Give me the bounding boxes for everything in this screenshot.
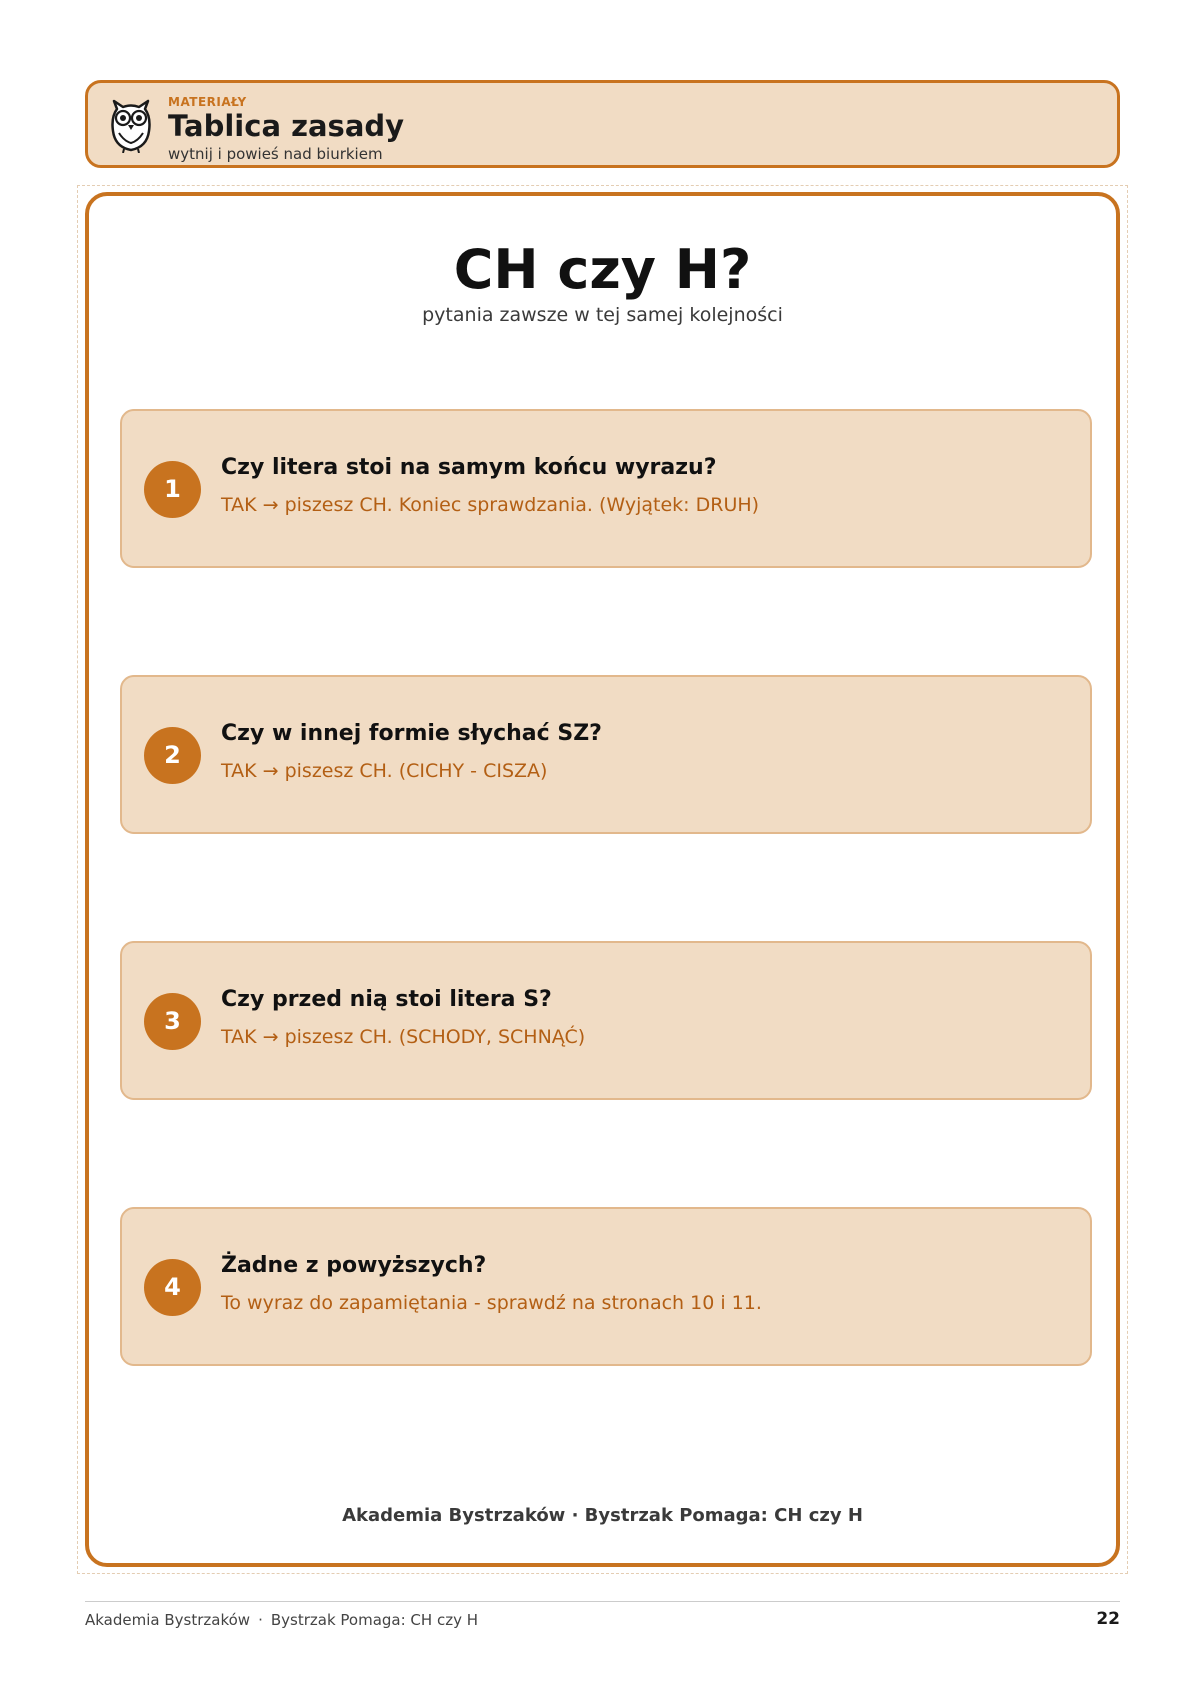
- rule-number-badge: 1: [144, 461, 201, 518]
- rule-card: [85, 192, 1120, 1567]
- footer-separator: ·: [258, 1611, 263, 1629]
- rule-question: Żadne z powyższych?: [221, 1253, 487, 1278]
- rule-answer: TAK → piszesz CH. (CICHY - CISZA): [221, 760, 548, 782]
- rule-question: Czy przed nią stoi litera S?: [221, 987, 552, 1012]
- rule-item-4: [120, 1207, 1092, 1366]
- rule-number-badge: 2: [144, 727, 201, 784]
- card-footer: Akademia Bystrzaków · Bystrzak Pomaga: CH czy H: [342, 1505, 863, 1526]
- publisher-name: Akademia Bystrzaków: [85, 1611, 251, 1629]
- rule-answer: TAK → piszesz CH. Koniec sprawdzania. (Wyjątek: DRUH): [221, 494, 760, 516]
- rule-item-3: [120, 941, 1092, 1100]
- rule-question: Czy w innej formie słychać SZ?: [221, 721, 602, 746]
- rule-number-badge: 3: [144, 993, 201, 1050]
- rule-item-1: [120, 409, 1092, 568]
- banner-title: Tablica zasady: [168, 109, 405, 143]
- page-number: 22: [1096, 1609, 1120, 1629]
- card-subtitle: pytania zawsze w tej samej kolejności: [422, 304, 783, 326]
- banner-subtitle: wytnij i powieś nad biurkiem: [168, 145, 383, 163]
- rule-number-badge: 4: [144, 1259, 201, 1316]
- rule-item-2: [120, 675, 1092, 834]
- rule-answer: TAK → piszesz CH. (SCHODY, SCHNĄĆ): [221, 1026, 586, 1048]
- owl-icon: [108, 99, 154, 153]
- rule-question: Czy litera stoi na samym końcu wyrazu?: [221, 455, 717, 480]
- card-title: CH czy H?: [453, 238, 752, 301]
- materials-banner: [85, 80, 1120, 168]
- footer-divider: [85, 1601, 1120, 1602]
- book-title: Bystrzak Pomaga: CH czy H: [270, 1611, 478, 1629]
- rule-answer: To wyraz do zapamiętania - sprawdź na stronach 10 i 11.: [221, 1292, 762, 1314]
- section-kicker: MATERIAŁY: [168, 95, 247, 109]
- page-footer: [85, 1611, 478, 1629]
